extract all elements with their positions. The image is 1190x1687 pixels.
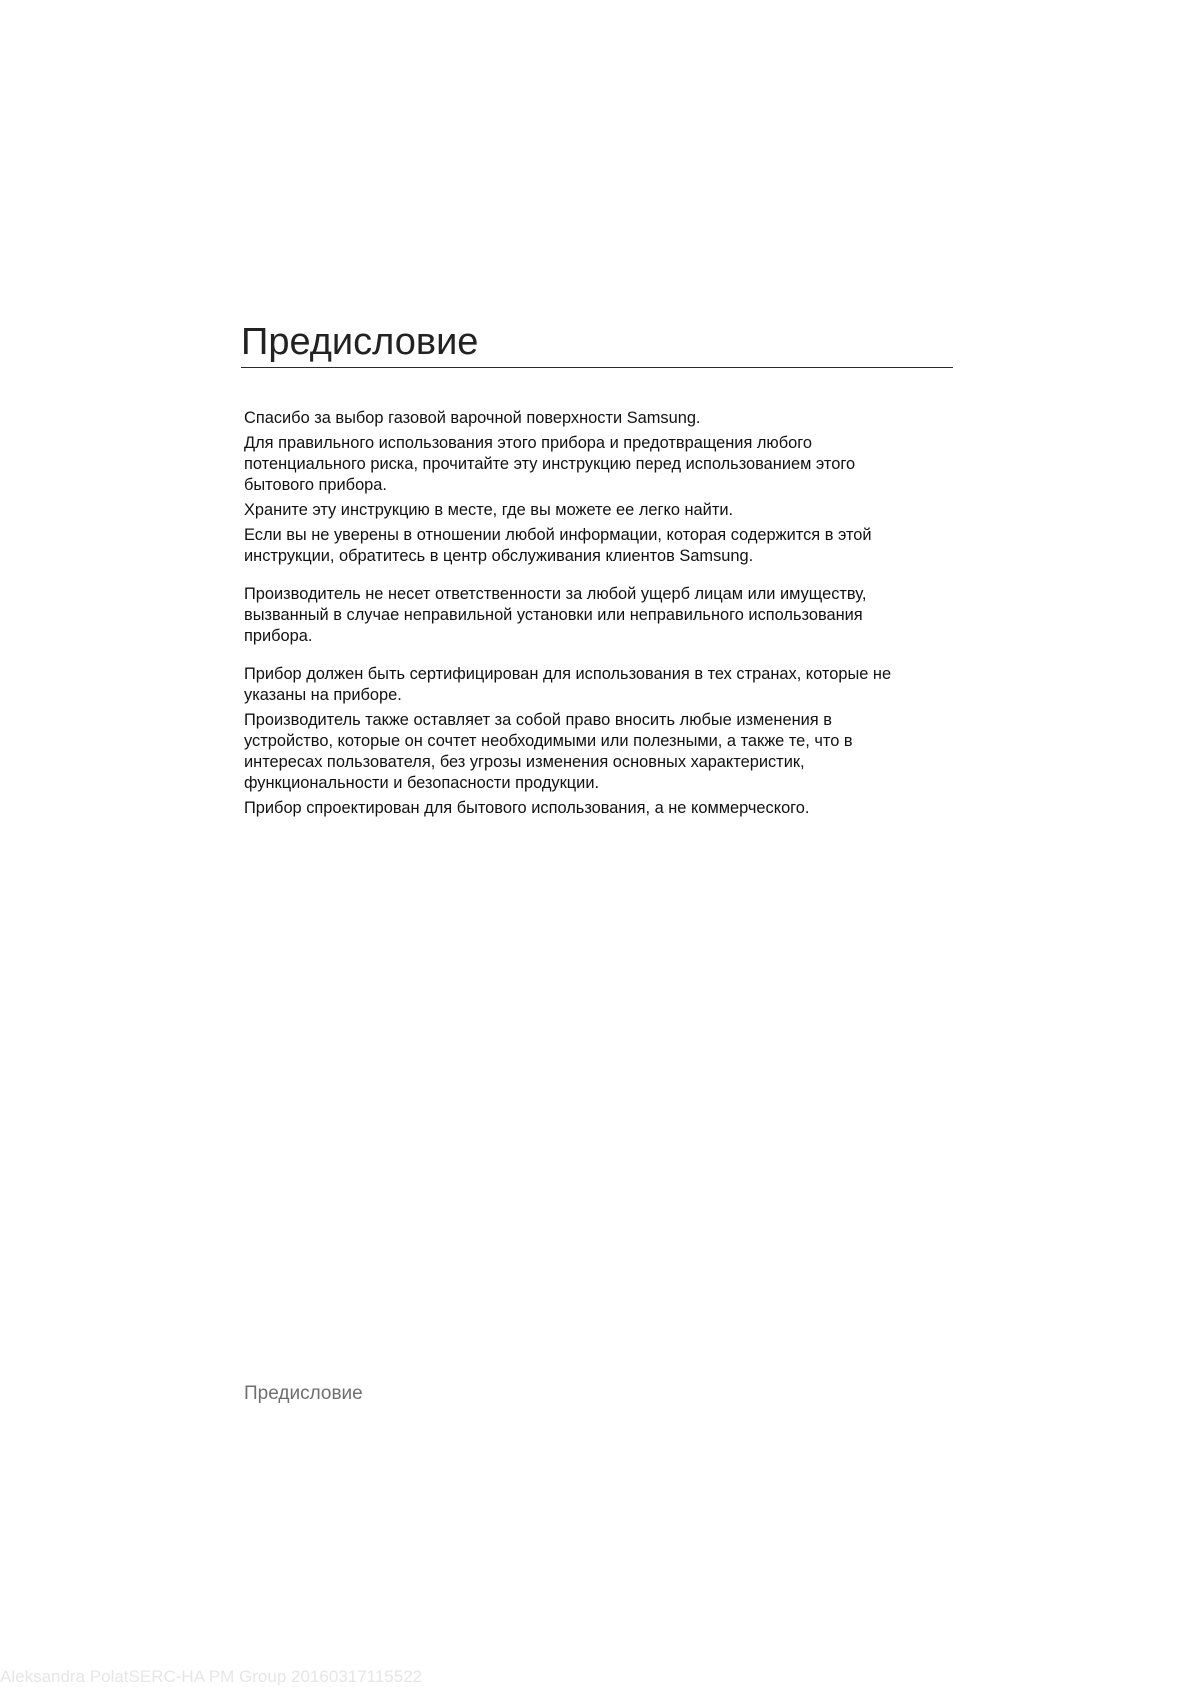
text-line: Для правильного использования этого прибора и предотвращения любого <box>244 434 812 452</box>
preface-body <box>244 408 964 819</box>
paragraph-household-use <box>244 798 964 819</box>
paragraph-liability <box>244 584 964 647</box>
text-line: прибора. <box>244 627 313 645</box>
text-line: функциональности и безопасности продукции. <box>244 774 600 792</box>
text-line: интересах пользователя, без угрозы изменения основных характеристик, <box>244 753 805 771</box>
paragraph-contact-service <box>244 525 964 567</box>
text-line: инструкции, обратитесь в центр обслуживания клиентов Samsung. <box>244 547 754 565</box>
text-line: указаны на приборе. <box>244 686 402 704</box>
text-line: Производитель не несет ответственности за любой ущерб лицам или имуществу, <box>244 585 867 603</box>
text-line: Спасибо за выбор газовой варочной поверхности Samsung. <box>244 409 701 427</box>
paragraph-thanks <box>244 408 964 429</box>
paragraph-certification <box>244 664 964 706</box>
text-line: устройство, которые он сочтет необходимыми или полезными, а также те, что в <box>244 732 853 750</box>
text-line: Прибор спроектирован для бытового использования, а не коммерческого. <box>244 799 810 817</box>
text-line: вызванный в случае неправильной установки или неправильного использования <box>244 606 863 624</box>
text-line: Храните эту инструкцию в месте, где вы можете ее легко найти. <box>244 501 734 519</box>
paragraph-keep-manual <box>244 500 964 521</box>
text-line: Если вы не уверены в отношении любой информации, которая содержится в этой <box>244 526 872 544</box>
page-title: Предисловие <box>241 321 479 363</box>
paragraph-proper-use <box>244 433 964 496</box>
footer-section-label: Предисловие <box>244 1383 363 1404</box>
text-line: бытового прибора. <box>244 476 387 494</box>
watermark-text: Aleksandra PolatSERC-HA PM Group 20160317115522 <box>0 1667 423 1686</box>
title-divider <box>241 367 953 368</box>
text-line: Производитель также оставляет за собой право вносить любые изменения в <box>244 711 832 729</box>
text-line: потенциального риска, прочитайте эту инструкцию перед использованием этого <box>244 455 856 473</box>
paragraph-modifications <box>244 710 964 794</box>
text-line: Прибор должен быть сертифицирован для использования в тех странах, которые не <box>244 665 892 683</box>
